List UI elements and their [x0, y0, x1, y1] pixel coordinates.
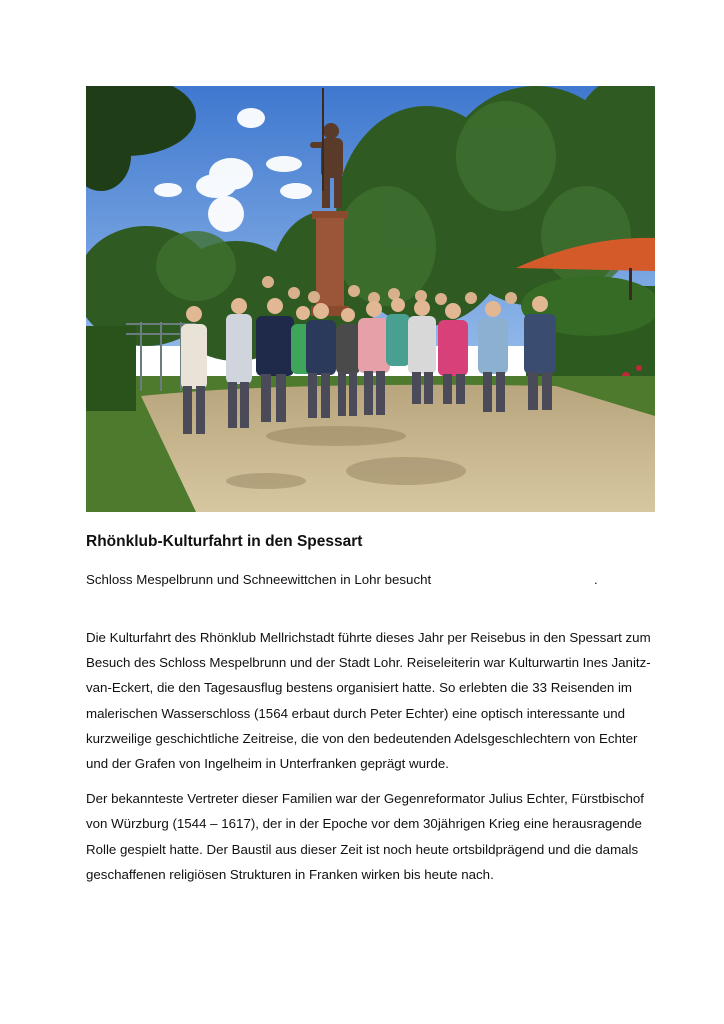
article-body: [86, 625, 658, 897]
group-photo: [86, 86, 655, 512]
article-subtitle: [86, 572, 598, 587]
paragraph-1: Die Kulturfahrt des Rhönklub Mellrichstadt führte dieses Jahr per Reisebus in den Spessart zum Besuch des Schloss Mespelbrunn und der Stadt Lohr. Reiseleiterin war Kulturwartin Ines Janitz-van-Eckert, die den Tagesausflug bestens organisiert hatte. So erlebten die 33 Reisenden im malerischen Wasserschloss (1564 erbaut durch Peter Echter) eine optisch interessante und kurzweilige geschichtliche Zeitreise, die von den bedeutenden Adelsgeschlechtern von Echter und der Grafen von Ingelheim in Unterfranken geprägt wurde.: [86, 630, 651, 772]
article-subtitle-text: Schloss Mespelbrunn und Schneewittchen in Lohr besucht: [86, 572, 432, 587]
article-title: Rhönklub-Kulturfahrt in den Spessart: [86, 533, 363, 550]
paragraph-2: Der bekannteste Vertreter dieser Familien war der Gegenreformator Julius Echter, Fürstbischof von Würzburg (1544 – 1617), der in der Epoche vor dem 30jährigen Krieg eine herausragende Rolle gespielt hatte. Der Baustil aus dieser Zeit ist noch heute ortsbildprägend und die damals geschaffenen religiösen Strukturen in Franken wirken bis heute nach.: [86, 791, 644, 882]
subtitle-trailing-dot: .: [594, 572, 598, 587]
